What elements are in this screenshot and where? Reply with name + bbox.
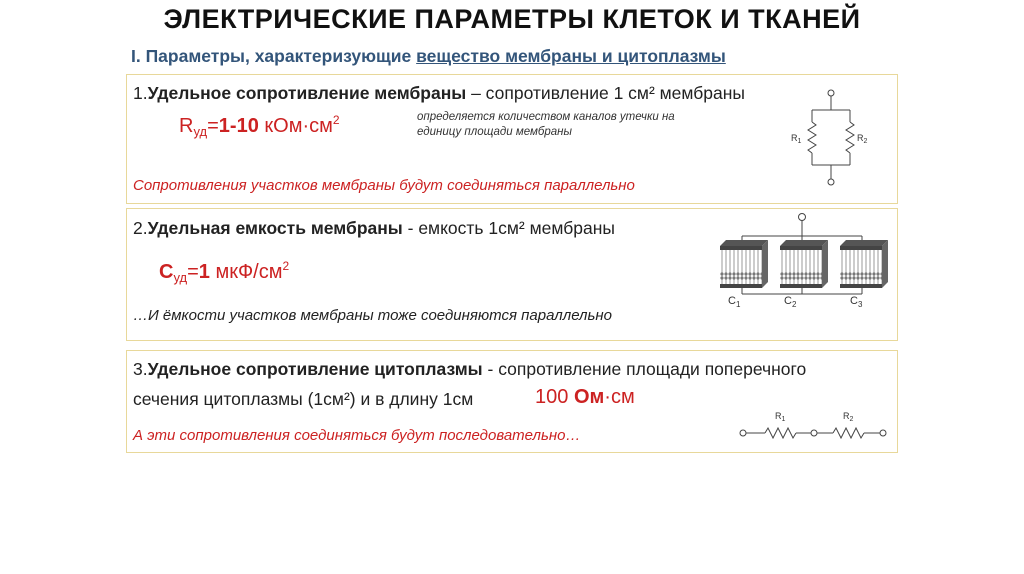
series-resistors-diagram bbox=[737, 407, 893, 445]
page-title: ЭЛЕКТРИЧЕСКИЕ ПАРАМЕТРЫ КЛЕТОК И ТКАНЕЙ bbox=[163, 4, 861, 34]
section3-definition-line1: - сопротивление площади поперечного bbox=[482, 359, 807, 379]
capacitor-3 bbox=[840, 240, 888, 288]
formula-equals: = bbox=[187, 261, 199, 283]
formula-symbol: С bbox=[159, 261, 174, 283]
section3-heading bbox=[133, 359, 806, 380]
section3-value bbox=[535, 386, 635, 409]
section3-definition-line2: сечения цитоплазмы (1см²) и в длину 1см bbox=[133, 389, 474, 409]
section1-term: Удельное сопротивление мембраны bbox=[147, 83, 467, 103]
r1-label: $R_1$ bbox=[791, 133, 802, 145]
section1-conclusion: Сопротивления участков мембраны будут соединяться параллельно bbox=[133, 177, 635, 194]
c1-label: $C_1$ bbox=[728, 295, 741, 309]
r2-label: $R_2$ bbox=[857, 133, 868, 145]
section1-formula bbox=[179, 113, 340, 139]
cytoplasm-resistance-box bbox=[126, 350, 898, 453]
section2-conclusion: …И ёмкости участков мембраны тоже соединяются параллельно bbox=[133, 307, 612, 324]
formula-exp: 2 bbox=[282, 259, 290, 273]
section1-heading bbox=[133, 83, 745, 104]
formula-subscript: уд bbox=[173, 270, 188, 285]
section3-conclusion: А эти сопротивления соединяться будут последовательно… bbox=[133, 427, 581, 444]
formula-value: 1 bbox=[198, 261, 210, 283]
membrane-resistance-box bbox=[126, 74, 898, 204]
subtitle-underlined: вещество мембраны и цитоплазмы bbox=[416, 46, 726, 66]
subtitle-prefix: I. Параметры, характеризующие bbox=[131, 46, 417, 66]
c3-label: $C_3$ bbox=[850, 295, 863, 309]
section2-term: Удельная емкость мембраны bbox=[147, 218, 403, 238]
c2-label: $C_2$ bbox=[784, 295, 797, 309]
section2-heading bbox=[133, 218, 615, 239]
value-number: 100 bbox=[535, 386, 574, 408]
section1-number: 1. bbox=[133, 83, 148, 103]
section2-formula bbox=[159, 259, 289, 285]
section1-note bbox=[417, 110, 675, 140]
section2-number: 2. bbox=[133, 218, 148, 238]
r2-label: $R_2$ bbox=[843, 411, 854, 423]
formula-exp: 2 bbox=[332, 113, 340, 127]
formula-unit: кОм·см bbox=[258, 115, 333, 137]
formula-unit: мкФ/см bbox=[209, 261, 283, 283]
parallel-capacitors-diagram bbox=[712, 208, 892, 312]
section-subtitle bbox=[131, 46, 726, 67]
capacitor-1 bbox=[720, 240, 768, 288]
note-line-2: единицу площади мембраны bbox=[417, 126, 572, 138]
section3-term: Удельное сопротивление цитоплазмы bbox=[147, 359, 483, 379]
section3-number: 3. bbox=[133, 359, 148, 379]
value-unit-bold: Ом bbox=[573, 386, 605, 408]
section1-definition: – сопротивление 1 см² мембраны bbox=[466, 83, 745, 103]
note-line-1: определяется количеством каналов утечки на bbox=[417, 111, 675, 123]
section2-definition: - емкость 1см² мембраны bbox=[402, 218, 615, 238]
parallel-resistors-diagram bbox=[787, 85, 867, 190]
formula-symbol: R bbox=[179, 115, 194, 137]
capacitor-2 bbox=[780, 240, 828, 288]
value-unit-rest: ·см bbox=[604, 386, 635, 408]
r1-label: $R_1$ bbox=[775, 411, 786, 423]
formula-value: 1-10 bbox=[218, 115, 259, 137]
formula-subscript: уд bbox=[193, 124, 208, 139]
formula-equals: = bbox=[207, 115, 219, 137]
